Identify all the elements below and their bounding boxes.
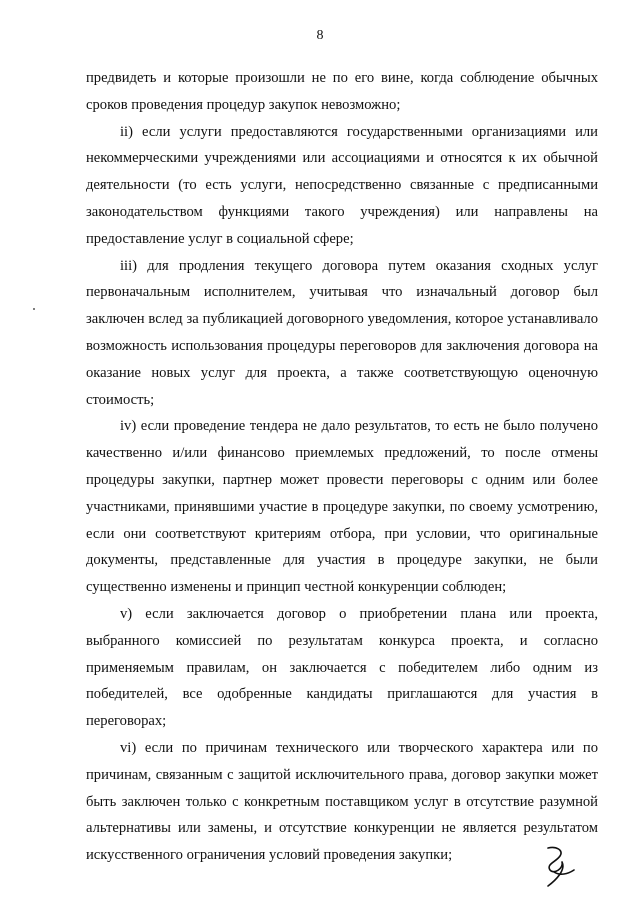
paragraph-item-v: v) если заключается договор о приобретении плана или проекта, выбранного комиссией по результатам конкурса проекта, и согласно применяемым правилам, он заключается с победителем либо одним из победителей, все одобренные кандидаты приглашаются для участия в переговорах; (86, 605, 598, 730)
paragraph-item-iv: iv) если проведение тендера не дало результатов, то есть не было получено качественно и/или финансово приемлемых предложений, то после отмены процедуры закупки, партнер может провести переговоры с одним или более участниками, принявшими участие в процедуре закупки, по своему усмотрению, если они соответствуют критериям отбора, при условии, что оригинальные документы, представленные для участия в процедуре закупки, не были существенно изменены и принцип честной конкуренции соблюден; (86, 418, 598, 596)
page-number: 8 (316, 28, 324, 43)
paragraph-item-vi: vi) если по причинам технического или творческого характера или по причинам, связанным с защитой исключительного права, договор закупки может быть заключен только с конкретным поставщиком услуг в отсутствие разумной альтернативы или замены, и отсутствие конкуренции не является результатом искусственного ограничения условий проведения закупки; (86, 739, 598, 864)
scan-mark (33, 308, 35, 310)
document-body (86, 65, 598, 869)
paragraph-item-ii: ii) если услуги предоставляются государственными организациями или некоммерческими учреждениями или ассоциациями и относятся к их обычной деятельности (то есть услуги, непосредственно связанные с предписанными законодательством функциями такого учреждения) или направлены на предоставление услуг в социальной сфере; (86, 123, 598, 247)
paragraph-item-iii: iii) для продления текущего договора путем оказания сходных услуг первоначальным исполнителем, учитывая что изначальный договор был заключен вслед за публикацией договорного уведомления, которое устанавливало возможность использования процедуры переговоров для заключения договора на оказание новых услуг для проекта, а также соответствующую оценочную стоимость; (86, 257, 598, 408)
signature-initial (534, 842, 584, 892)
paragraph-continuation: предвидеть и которые произошли не по его вине, когда соблюдение обычных сроков проведения процедур закупок невозможно; (86, 70, 598, 113)
